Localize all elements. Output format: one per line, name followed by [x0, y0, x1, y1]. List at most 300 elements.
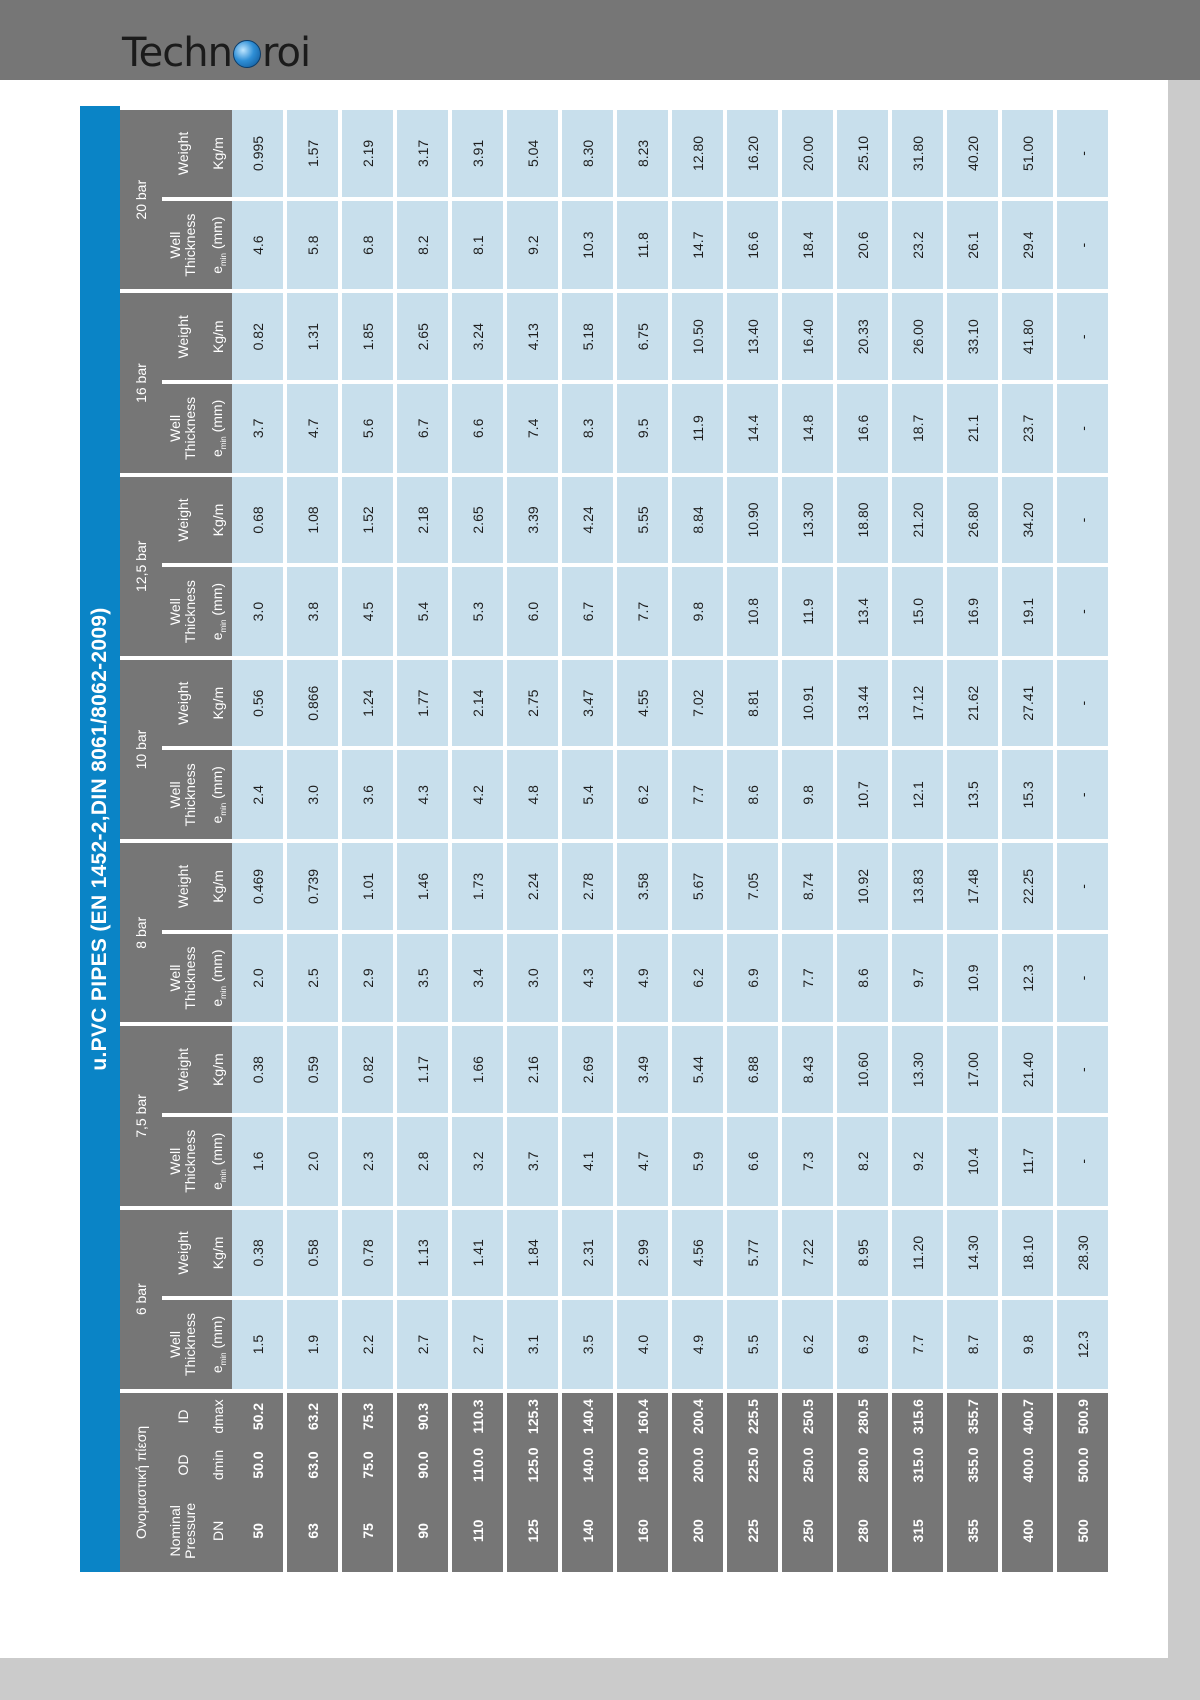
dn-cell: 90 [395, 1490, 450, 1572]
thickness-cell: 2.0 [232, 932, 285, 1025]
weight-cell: 7.22 [780, 1208, 835, 1299]
emin-symbol: e [208, 265, 225, 274]
dmin-cell: 280.0 [835, 1440, 890, 1489]
dn-cell: 50 [232, 1490, 285, 1572]
weight-cell: 2.65 [450, 475, 505, 566]
emin-unit-header [204, 1298, 232, 1391]
pressure-class-header: 7,5 bar [120, 1024, 162, 1207]
weight-cell: 10.90 [725, 475, 780, 566]
thickness-cell: 1.6 [232, 1115, 285, 1208]
dn-cell: 160 [615, 1490, 670, 1572]
thickness-cell: 3.0 [232, 565, 285, 658]
weight-cell: 1.24 [340, 658, 395, 749]
kgm-unit-header: Kg/m [204, 291, 232, 382]
weight-cell: 11.20 [890, 1208, 945, 1299]
thickness-cell: 23.7 [1000, 382, 1055, 475]
thickness-cell: 11.9 [780, 565, 835, 658]
dmax-cell: 90.3 [395, 1391, 450, 1440]
well-thickness-header: Well Thickness [162, 932, 204, 1025]
weight-cell: 10.92 [835, 841, 890, 932]
pressure-class-header: 20 bar [120, 108, 162, 291]
thickness-cell: 8.7 [945, 1298, 1000, 1391]
thickness-cell: 8.6 [725, 749, 780, 842]
thickness-cell: 14.7 [670, 199, 725, 292]
thickness-cell: 3.5 [395, 932, 450, 1025]
thickness-cell: 2.5 [285, 932, 340, 1025]
thickness-cell: 9.7 [890, 932, 945, 1025]
thickness-cell: 20.6 [835, 199, 890, 292]
table-row [395, 108, 450, 1572]
pressure-class-header: 12,5 bar [120, 475, 162, 658]
weight-cell: 5.18 [560, 291, 615, 382]
weight-cell: 7.05 [725, 841, 780, 932]
weight-cell: 20.33 [835, 291, 890, 382]
weight-cell: 17.12 [890, 658, 945, 749]
dmin-cell: 90.0 [395, 1440, 450, 1489]
weight-cell: 51.00 [1000, 108, 1055, 199]
dmax-cell: 50.2 [232, 1391, 285, 1440]
dmin-cell: 140.0 [560, 1440, 615, 1489]
weight-header: Weight [162, 1024, 204, 1115]
weight-cell: 8.84 [670, 475, 725, 566]
thickness-cell: 5.9 [670, 1115, 725, 1208]
thickness-cell: 4.1 [560, 1115, 615, 1208]
dmin-cell: 250.0 [780, 1440, 835, 1489]
thickness-cell: 8.3 [560, 382, 615, 475]
emin-symbol: e [208, 1365, 225, 1374]
thickness-cell: 8.2 [835, 1115, 890, 1208]
dn-cell: 250 [780, 1490, 835, 1572]
table-row [945, 108, 1000, 1572]
pressure-class-header: 6 bar [120, 1208, 162, 1391]
dmax-cell: 355.7 [945, 1391, 1000, 1440]
dn-cell: 110 [450, 1490, 505, 1572]
weight-cell: 10.60 [835, 1024, 890, 1115]
thickness-cell: 19.1 [1000, 565, 1055, 658]
weight-cell: 0.68 [232, 475, 285, 566]
thickness-cell: 10.8 [725, 565, 780, 658]
dn-cell: 315 [890, 1490, 945, 1572]
thickness-cell: 10.7 [835, 749, 890, 842]
thickness-cell: 13.5 [945, 749, 1000, 842]
emin-subscript: min [218, 436, 228, 450]
weight-cell: 0.82 [340, 1024, 395, 1115]
thickness-cell: 8.1 [450, 199, 505, 292]
kgm-unit-header: Kg/m [204, 841, 232, 932]
thickness-cell: 6.6 [725, 1115, 780, 1208]
kgm-unit-header: Kg/m [204, 1208, 232, 1299]
weight-cell: 13.40 [725, 291, 780, 382]
table-row [340, 108, 395, 1572]
nominal-pressure-gr-header: Ονομαστική πίεση [120, 1391, 162, 1572]
thickness-cell: 9.2 [505, 199, 560, 292]
thickness-cell: 3.0 [285, 749, 340, 842]
table-row [615, 108, 670, 1572]
table-row [450, 108, 505, 1572]
weight-header: Weight [162, 475, 204, 566]
weight-cell: 5.55 [615, 475, 670, 566]
well-thickness-header: Well Thickness [162, 1298, 204, 1391]
weight-cell: 3.91 [450, 108, 505, 199]
weight-cell: 17.00 [945, 1024, 1000, 1115]
thickness-cell: 6.0 [505, 565, 560, 658]
weight-cell: 8.74 [780, 841, 835, 932]
thickness-cell: 15.3 [1000, 749, 1055, 842]
emin-unit: (mm) [208, 949, 225, 986]
thickness-cell: 3.1 [505, 1298, 560, 1391]
unit-header-row [204, 108, 232, 1572]
emin-unit-header [204, 749, 232, 842]
thickness-cell: - [1055, 382, 1110, 475]
dn-cell: 63 [285, 1490, 340, 1572]
weight-cell: 8.30 [560, 108, 615, 199]
table-row [1000, 108, 1055, 1572]
weight-cell: 3.24 [450, 291, 505, 382]
weight-cell: 14.30 [945, 1208, 1000, 1299]
weight-cell: 26.00 [890, 291, 945, 382]
weight-cell: 6.75 [615, 291, 670, 382]
thickness-cell: 4.3 [395, 749, 450, 842]
emin-symbol: e [208, 1182, 225, 1190]
weight-cell: 0.59 [285, 1024, 340, 1115]
weight-cell: 8.43 [780, 1024, 835, 1115]
thickness-cell: 14.8 [780, 382, 835, 475]
thickness-cell: 2.7 [450, 1298, 505, 1391]
weight-cell: 7.02 [670, 658, 725, 749]
weight-cell: 5.44 [670, 1024, 725, 1115]
thickness-cell: 16.6 [835, 382, 890, 475]
dmin-cell: 125.0 [505, 1440, 560, 1489]
pressure-class-header: 16 bar [120, 291, 162, 474]
thickness-cell: 3.6 [340, 749, 395, 842]
thickness-cell: 4.3 [560, 932, 615, 1025]
thickness-cell: 4.8 [505, 749, 560, 842]
thickness-cell: 7.3 [780, 1115, 835, 1208]
weight-cell: 3.49 [615, 1024, 670, 1115]
weight-header: Weight [162, 1208, 204, 1299]
page-title: u.PVC PIPES (EN 1452-2,DIN 8061/8062-2009) [80, 106, 120, 1572]
emin-unit-header [204, 382, 232, 475]
dn-header: DN [204, 1490, 232, 1572]
weight-cell: 18.10 [1000, 1208, 1055, 1299]
thickness-cell: 8.2 [395, 199, 450, 292]
weight-cell: 0.38 [232, 1024, 285, 1115]
thickness-cell: 4.9 [670, 1298, 725, 1391]
weight-cell: 33.10 [945, 291, 1000, 382]
kgm-unit-header: Kg/m [204, 658, 232, 749]
weight-cell: 0.78 [340, 1208, 395, 1299]
thickness-cell: - [1055, 565, 1110, 658]
thickness-cell: 7.7 [890, 1298, 945, 1391]
thickness-cell: - [1055, 932, 1110, 1025]
weight-cell: 2.24 [505, 841, 560, 932]
emin-unit-header [204, 1115, 232, 1208]
dn-cell: 125 [505, 1490, 560, 1572]
weight-cell: 13.30 [780, 475, 835, 566]
table-row [232, 108, 285, 1572]
well-thickness-header: Well Thickness [162, 1115, 204, 1208]
thickness-cell: 2.9 [340, 932, 395, 1025]
thickness-cell: 1.9 [285, 1298, 340, 1391]
thickness-cell: 6.2 [670, 932, 725, 1025]
weight-cell: 22.25 [1000, 841, 1055, 932]
weight-cell: 1.52 [340, 475, 395, 566]
table-row [1055, 108, 1110, 1572]
dmin-cell: 50.0 [232, 1440, 285, 1489]
weight-cell: - [1055, 658, 1110, 749]
thickness-cell: 3.7 [505, 1115, 560, 1208]
weight-cell: 2.18 [395, 475, 450, 566]
emin-unit: (mm) [208, 216, 225, 254]
globe-icon [233, 40, 261, 68]
dmax-cell: 315.6 [890, 1391, 945, 1440]
weight-header: Weight [162, 658, 204, 749]
weight-cell: 1.57 [285, 108, 340, 199]
dn-cell: 500 [1055, 1490, 1110, 1572]
emin-subscript: min [218, 619, 228, 633]
thickness-cell: 7.7 [780, 932, 835, 1025]
dmin-cell: 110.0 [450, 1440, 505, 1489]
thickness-cell: 2.3 [340, 1115, 395, 1208]
nominal-pressure-header: Nominal Pressure [162, 1490, 204, 1572]
thickness-cell: 16.6 [725, 199, 780, 292]
pipe-spec-table [120, 106, 1112, 1572]
dmin-cell: 160.0 [615, 1440, 670, 1489]
thickness-cell: 6.7 [560, 565, 615, 658]
well-thickness-header: Well Thickness [162, 382, 204, 475]
thickness-cell: 6.8 [340, 199, 395, 292]
weight-cell: 21.40 [1000, 1024, 1055, 1115]
pressure-class-header: 10 bar [120, 658, 162, 841]
weight-cell: 3.58 [615, 841, 670, 932]
dmax-cell: 500.9 [1055, 1391, 1110, 1440]
thickness-cell: 6.6 [450, 382, 505, 475]
dn-cell: 280 [835, 1490, 890, 1572]
emin-unit: (mm) [208, 399, 225, 437]
dn-cell: 140 [560, 1490, 615, 1572]
weight-cell: - [1055, 108, 1110, 199]
emin-symbol: e [208, 998, 225, 1007]
weight-cell: 17.48 [945, 841, 1000, 932]
table-row [835, 108, 890, 1572]
weight-cell: 0.995 [232, 108, 285, 199]
weight-cell: 0.469 [232, 841, 285, 932]
kgm-unit-header: Kg/m [204, 1024, 232, 1115]
weight-cell: 2.65 [395, 291, 450, 382]
weight-cell: 21.62 [945, 658, 1000, 749]
dmin-cell: 200.0 [670, 1440, 725, 1489]
dmax-cell: 160.4 [615, 1391, 670, 1440]
emin-subscript: min [218, 802, 228, 816]
thickness-cell: 10.9 [945, 932, 1000, 1025]
weight-cell: 2.31 [560, 1208, 615, 1299]
thickness-cell: 13.4 [835, 565, 890, 658]
thickness-cell: 16.9 [945, 565, 1000, 658]
thickness-cell: 12.1 [890, 749, 945, 842]
thickness-cell: 7.4 [505, 382, 560, 475]
dmin-cell: 400.0 [1000, 1440, 1055, 1489]
thickness-cell: 4.7 [615, 1115, 670, 1208]
thickness-cell: 2.0 [285, 1115, 340, 1208]
emin-symbol: e [208, 632, 225, 641]
weight-cell: 34.20 [1000, 475, 1055, 566]
weight-cell: 31.80 [890, 108, 945, 199]
thickness-cell: 2.7 [395, 1298, 450, 1391]
thickness-cell: 5.6 [340, 382, 395, 475]
thickness-cell: 4.2 [450, 749, 505, 842]
thickness-cell: 6.9 [725, 932, 780, 1025]
weight-cell: 0.38 [232, 1208, 285, 1299]
weight-cell: 10.50 [670, 291, 725, 382]
well-thickness-header: Well Thickness [162, 565, 204, 658]
dmin-cell: 355.0 [945, 1440, 1000, 1489]
weight-cell: 1.46 [395, 841, 450, 932]
weight-cell: 1.41 [450, 1208, 505, 1299]
emin-symbol: e [208, 449, 225, 457]
weight-cell: 1.66 [450, 1024, 505, 1115]
dmin-cell: 225.0 [725, 1440, 780, 1489]
dmax-header: dmax [204, 1391, 232, 1440]
emin-subscript: min [218, 253, 228, 266]
weight-cell: 28.30 [1055, 1208, 1110, 1299]
dmax-cell: 140.4 [560, 1391, 615, 1440]
weight-cell: 1.17 [395, 1024, 450, 1115]
weight-cell: 3.39 [505, 475, 560, 566]
weight-cell: 13.83 [890, 841, 945, 932]
weight-cell: 1.31 [285, 291, 340, 382]
weight-cell: 4.24 [560, 475, 615, 566]
weight-cell: 1.13 [395, 1208, 450, 1299]
table-row [670, 108, 725, 1572]
weight-cell: 16.40 [780, 291, 835, 382]
weight-cell: 1.01 [340, 841, 395, 932]
thickness-cell: 4.6 [232, 199, 285, 292]
thickness-cell: 18.4 [780, 199, 835, 292]
dmin-cell: 63.0 [285, 1440, 340, 1489]
weight-cell: 1.84 [505, 1208, 560, 1299]
dmin-cell: 75.0 [340, 1440, 395, 1489]
weight-cell: 12.80 [670, 108, 725, 199]
dmax-cell: 63.2 [285, 1391, 340, 1440]
thickness-cell: 5.5 [725, 1298, 780, 1391]
weight-header: Weight [162, 291, 204, 382]
dmax-cell: 225.5 [725, 1391, 780, 1440]
emin-subscript: min [218, 1352, 228, 1366]
weight-cell: 2.75 [505, 658, 560, 749]
weight-cell: 16.20 [725, 108, 780, 199]
thickness-cell: 6.9 [835, 1298, 890, 1391]
emin-subscript: min [218, 1169, 228, 1183]
weight-cell: 5.04 [505, 108, 560, 199]
weight-cell: 2.16 [505, 1024, 560, 1115]
weight-cell: 40.20 [945, 108, 1000, 199]
weight-cell: 13.44 [835, 658, 890, 749]
emin-unit: (mm) [208, 582, 225, 620]
thickness-cell: 10.3 [560, 199, 615, 292]
dn-cell: 355 [945, 1490, 1000, 1572]
weight-cell: - [1055, 291, 1110, 382]
thickness-cell: 12.3 [1000, 932, 1055, 1025]
thickness-cell: 6.7 [395, 382, 450, 475]
weight-cell: 0.56 [232, 658, 285, 749]
thickness-cell: 3.8 [285, 565, 340, 658]
thickness-cell: - [1055, 1115, 1110, 1208]
table-row [725, 108, 780, 1572]
weight-cell: 3.47 [560, 658, 615, 749]
thickness-cell: 3.5 [560, 1298, 615, 1391]
emin-unit: (mm) [208, 766, 225, 803]
thickness-cell: 6.2 [780, 1298, 835, 1391]
thickness-cell: 5.8 [285, 199, 340, 292]
weight-cell: 4.55 [615, 658, 670, 749]
dmax-cell: 125.3 [505, 1391, 560, 1440]
thickness-cell: 9.5 [615, 382, 670, 475]
thickness-cell: 9.8 [780, 749, 835, 842]
thickness-cell: 12.3 [1055, 1298, 1110, 1391]
weight-cell: 0.82 [232, 291, 285, 382]
thickness-cell: 15.0 [890, 565, 945, 658]
emin-unit-header [204, 932, 232, 1025]
weight-cell: 3.17 [395, 108, 450, 199]
weight-cell: 27.41 [1000, 658, 1055, 749]
kgm-unit-header: Kg/m [204, 475, 232, 566]
thickness-cell: 4.0 [615, 1298, 670, 1391]
header-bar [0, 0, 1200, 80]
weight-cell: 21.20 [890, 475, 945, 566]
brand-logo: Techn roi [122, 30, 311, 76]
weight-cell: 2.78 [560, 841, 615, 932]
weight-cell: 18.80 [835, 475, 890, 566]
thickness-cell: 11.8 [615, 199, 670, 292]
thickness-cell: 7.7 [615, 565, 670, 658]
weight-cell: 26.80 [945, 475, 1000, 566]
dmax-cell: 200.4 [670, 1391, 725, 1440]
well-thickness-header: Well Thickness [162, 749, 204, 842]
weight-cell: 1.77 [395, 658, 450, 749]
weight-cell: - [1055, 475, 1110, 566]
weight-cell: 25.10 [835, 108, 890, 199]
weight-cell: 0.866 [285, 658, 340, 749]
table-row [505, 108, 560, 1572]
od-header: OD [162, 1440, 204, 1489]
weight-cell: 41.80 [1000, 291, 1055, 382]
emin-subscript: min [218, 985, 228, 999]
thickness-cell: 5.3 [450, 565, 505, 658]
thickness-cell: 7.7 [670, 749, 725, 842]
thickness-cell: 10.4 [945, 1115, 1000, 1208]
thickness-cell: 3.2 [450, 1115, 505, 1208]
weight-cell: 5.77 [725, 1208, 780, 1299]
dmax-cell: 400.7 [1000, 1391, 1055, 1440]
weight-header: Weight [162, 108, 204, 199]
id-header: ID [162, 1391, 204, 1440]
weight-cell: 0.58 [285, 1208, 340, 1299]
weight-cell: 2.14 [450, 658, 505, 749]
thickness-cell: 11.7 [1000, 1115, 1055, 1208]
rotated-table-wrapper [80, 106, 1163, 1572]
thickness-cell: 9.2 [890, 1115, 945, 1208]
kgm-unit-header: Kg/m [204, 108, 232, 199]
weight-cell: 1.08 [285, 475, 340, 566]
well-thickness-header: Well Thickness [162, 199, 204, 292]
dmax-cell: 110.3 [450, 1391, 505, 1440]
table-row [560, 108, 615, 1572]
dmax-cell: 280.5 [835, 1391, 890, 1440]
thickness-cell: 9.8 [670, 565, 725, 658]
weight-cell: 5.67 [670, 841, 725, 932]
weight-header: Weight [162, 841, 204, 932]
dn-cell: 200 [670, 1490, 725, 1572]
